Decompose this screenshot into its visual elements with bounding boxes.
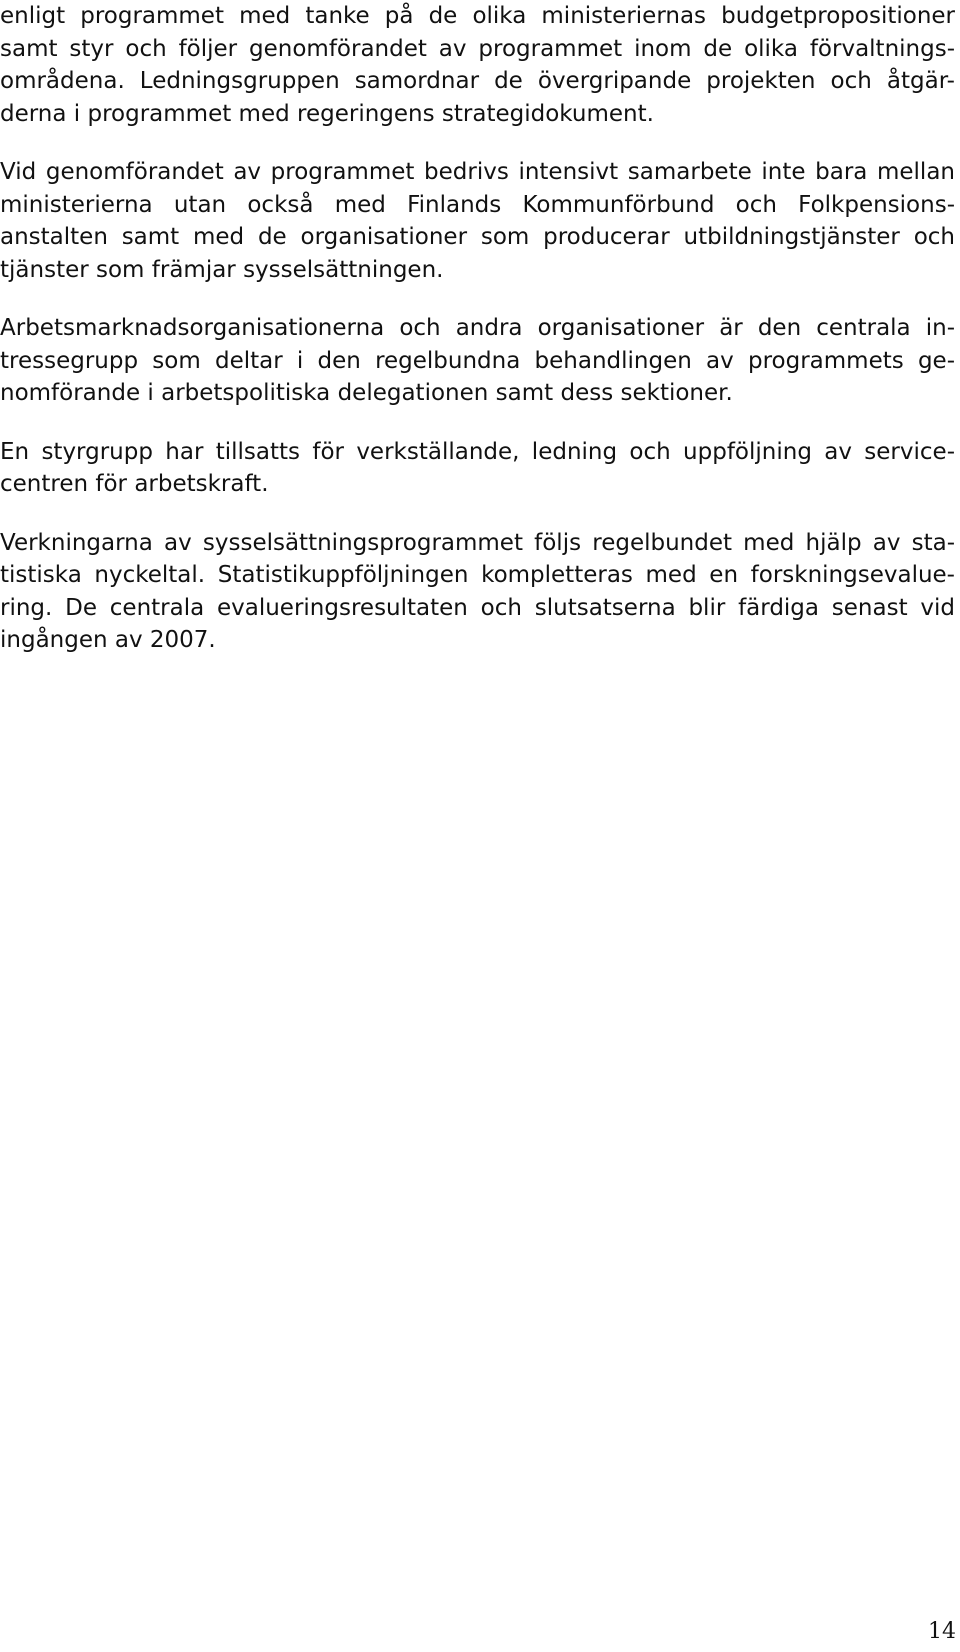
text-line: derna i programmet med regeringens strategidokument. — [0, 100, 654, 127]
paragraph-1 — [0, 0, 955, 130]
text-line: Vid genomförandet av programmet bedrivs intensivt samarbete inte bara mellan — [0, 159, 955, 185]
text-line: nomförande i arbetspolitiska delegationen samt dess sektioner. — [0, 380, 733, 406]
paragraph-5 — [0, 527, 955, 657]
text-line: samt styr och följer genomförandet av programmet inom de olika förvaltnings- — [0, 35, 955, 62]
text-line: anstalten samt med de organisationer som producerar utbildningstjänster och — [0, 224, 955, 250]
text-line: enligt programmet med tanke på de olika ministeriernas budgetpropositioner — [0, 3, 955, 29]
paragraph-3 — [0, 312, 955, 410]
paragraph-4 — [0, 436, 955, 501]
page-number: 14 — [928, 1619, 956, 1644]
text-line: En styrgrupp har tillsatts för verkställande, ledning och uppföljning av service- — [0, 438, 955, 465]
text-line: centren för arbetskraft. — [0, 471, 269, 497]
text-line: ministerierna utan också med Finlands Kommunförbund och Folkpensions- — [0, 191, 955, 218]
text-line: ingången av 2007. — [0, 627, 216, 653]
paragraph-2 — [0, 156, 955, 286]
body-text — [0, 0, 955, 683]
text-line: Arbetsmarknadsorganisationerna och andra organisationer är den centrala in- — [0, 315, 955, 341]
text-line: ring. De centrala evalueringsresultaten och slutsatserna blir färdiga senast vid — [0, 594, 955, 621]
text-line: tjänster som främjar sysselsättningen. — [0, 256, 444, 283]
text-line: Verkningarna av sysselsättningsprogrammet följs regelbundet med hjälp av sta- — [0, 529, 955, 556]
text-line: områdena. Ledningsgruppen samordnar de övergripande projekten och åtgär- — [0, 68, 955, 94]
text-line: tistiska nyckeltal. Statistikuppföljningen kompletteras med en forskningsevalue- — [0, 562, 955, 588]
text-line: tressegrupp som deltar i den regelbundna behandlingen av programmets ge- — [0, 347, 955, 374]
